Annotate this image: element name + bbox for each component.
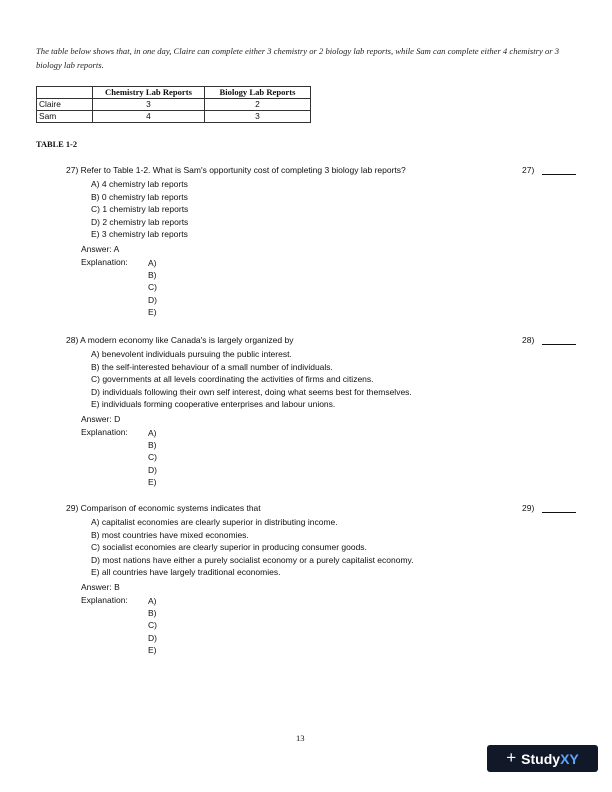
question-number: 29) xyxy=(522,503,535,513)
page-number: 13 xyxy=(296,733,305,743)
explanation-letter: C) xyxy=(148,620,157,631)
answer-text: Answer: D xyxy=(81,414,121,424)
option-b: B) the self-interested behaviour of a small number of individuals. xyxy=(91,361,333,372)
explanation-label: Explanation: xyxy=(81,427,128,437)
question-number: 28) xyxy=(522,335,535,345)
explanation-letter: D) xyxy=(148,632,157,643)
question-stem: 28) A modern economy like Canada's is largely organized by xyxy=(66,335,294,345)
option-d: D) 2 chemistry lab reports xyxy=(91,216,189,227)
explanation-letter: D) xyxy=(148,464,157,475)
explanation-label: Explanation: xyxy=(81,595,128,605)
studyxy-logo[interactable] xyxy=(487,745,598,772)
option-b: B) 0 chemistry lab reports xyxy=(91,191,188,202)
option-a: A) benevolent individuals pursuing the public interest. xyxy=(91,349,292,359)
explanation-letters xyxy=(148,257,157,318)
option-c: C) governments at all levels coordinating the activities of firms and citizens. xyxy=(91,374,374,385)
explanation-letter: C) xyxy=(148,452,157,463)
column-header: Chemistry Lab Reports xyxy=(93,87,205,99)
explanation-letter: E) xyxy=(148,476,157,487)
explanation-letter: A) xyxy=(148,258,157,268)
logo-text-study: Study xyxy=(521,750,561,767)
table-row xyxy=(37,99,311,111)
row-name-cell: Claire xyxy=(37,99,93,111)
answer-text: Answer: B xyxy=(81,582,120,592)
option-e: E) 3 chemistry lab reports xyxy=(91,229,188,240)
explanation-letter: E) xyxy=(148,644,157,655)
option-c: C) 1 chemistry lab reports xyxy=(91,204,189,215)
explanation-letters xyxy=(148,427,157,488)
options-list xyxy=(91,348,412,411)
option-c: C) socialist economies are clearly superior in producing consumer goods. xyxy=(91,542,367,553)
table-header-row xyxy=(37,87,311,99)
answer-blank xyxy=(542,174,576,175)
explanation-letter: A) xyxy=(148,428,157,438)
explanation-letter: B) xyxy=(148,608,157,619)
explanation-letter: E) xyxy=(148,306,157,317)
table-row xyxy=(37,111,311,123)
question-stem: 29) Comparison of economic systems indicates that xyxy=(66,503,261,513)
option-b: B) most countries have mixed economies. xyxy=(91,529,249,540)
column-header: Biology Lab Reports xyxy=(205,87,311,99)
table-corner-cell xyxy=(37,87,93,99)
option-a: A) capitalist economies are clearly superior in distributing income. xyxy=(91,517,338,527)
table-label: TABLE 1-2 xyxy=(36,140,78,149)
option-d: D) individuals following their own self interest, doing what seems best for themselves. xyxy=(91,386,412,397)
chemistry-cell: 3 xyxy=(93,99,205,111)
answer-blank xyxy=(542,344,576,345)
explanation-letter: B) xyxy=(148,270,157,281)
explanation-letter: C) xyxy=(148,282,157,293)
explanation-letter: A) xyxy=(148,596,157,606)
table-intro-text: The table below shows that, in one day, Claire can complete either 3 chemistry or 2 biology lab reports, while Sam can complete either 4 chemistry or 3 biology lab reports. xyxy=(36,46,560,70)
answer-blank xyxy=(542,512,576,513)
option-a: A) 4 chemistry lab reports xyxy=(91,179,188,189)
biology-cell: 2 xyxy=(205,99,311,111)
biology-cell: 3 xyxy=(205,111,311,123)
options-list xyxy=(91,178,188,241)
explanation-letter: D) xyxy=(148,294,157,305)
explanation-label: Explanation: xyxy=(81,257,128,267)
question-stem: 27) Refer to Table 1-2. What is Sam's opportunity cost of completing 3 biology lab reports? xyxy=(66,165,406,175)
question-number: 27) xyxy=(522,165,535,175)
explanation-letters xyxy=(148,595,157,656)
option-e: E) all countries have largely traditional economies. xyxy=(91,567,281,578)
explanation-letter: B) xyxy=(148,440,157,451)
plus-icon: + xyxy=(506,747,517,767)
option-d: D) most nations have either a purely socialist economy or a purely capitalist economy. xyxy=(91,554,414,565)
table-1-2 xyxy=(36,86,311,123)
row-name-cell: Sam xyxy=(37,111,93,123)
options-list xyxy=(91,516,414,579)
logo-text-xy: XY xyxy=(560,750,579,767)
answer-text: Answer: A xyxy=(81,244,120,254)
chemistry-cell: 4 xyxy=(93,111,205,123)
option-e: E) individuals forming cooperative enterprises and labour unions. xyxy=(91,399,336,410)
